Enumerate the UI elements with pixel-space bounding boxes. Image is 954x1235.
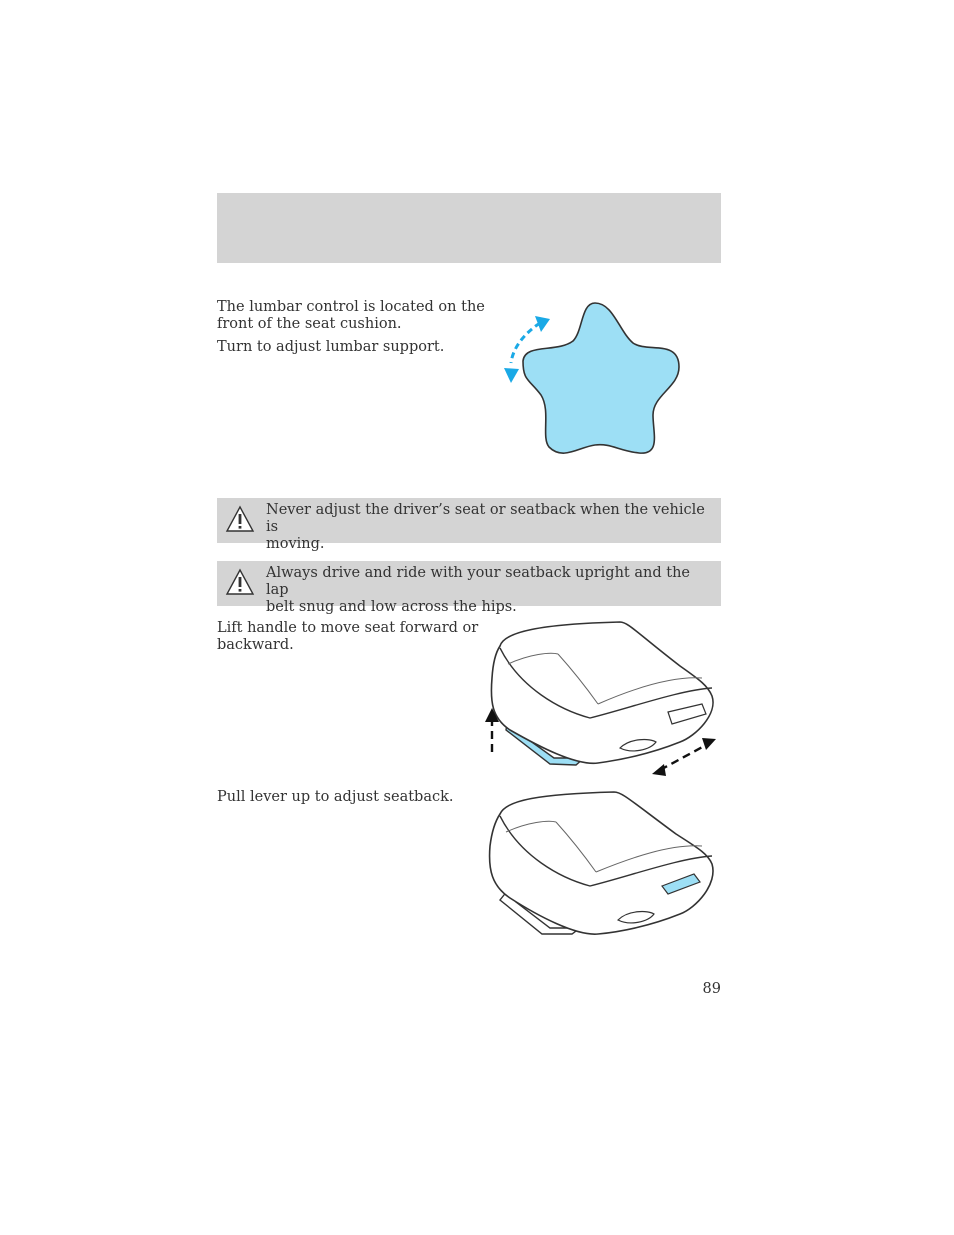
section-header-band bbox=[217, 193, 721, 263]
lumbar-description: The lumbar control is located on the front of the seat cushion. bbox=[217, 299, 485, 332]
lumbar-knob bbox=[523, 303, 679, 453]
lumbar-instruction: Turn to adjust lumbar support. bbox=[217, 339, 445, 355]
seatback-illustration bbox=[480, 788, 725, 948]
page-number: 89 bbox=[702, 981, 721, 997]
rotate-arrow-head-bottom bbox=[504, 368, 519, 383]
warning-triangle-icon bbox=[225, 568, 255, 596]
warning-triangle-icon bbox=[225, 505, 255, 533]
seatback-instruction: Pull lever up to adjust seatback. bbox=[217, 789, 454, 805]
seat-forward-illustration bbox=[480, 618, 725, 780]
warning-box-seat-moving: Never adjust the driver’s seat or seatback when the vehicle is moving. bbox=[217, 498, 721, 543]
warning-box-seatback-upright: Always drive and ride with your seatback upright and the lap belt snug and low across the hips. bbox=[217, 561, 721, 606]
forward-backward-arrow-icon bbox=[660, 744, 708, 770]
lumbar-knob-illustration bbox=[495, 295, 695, 465]
seat-forward-instruction: Lift handle to move seat forward or backward. bbox=[217, 620, 479, 653]
